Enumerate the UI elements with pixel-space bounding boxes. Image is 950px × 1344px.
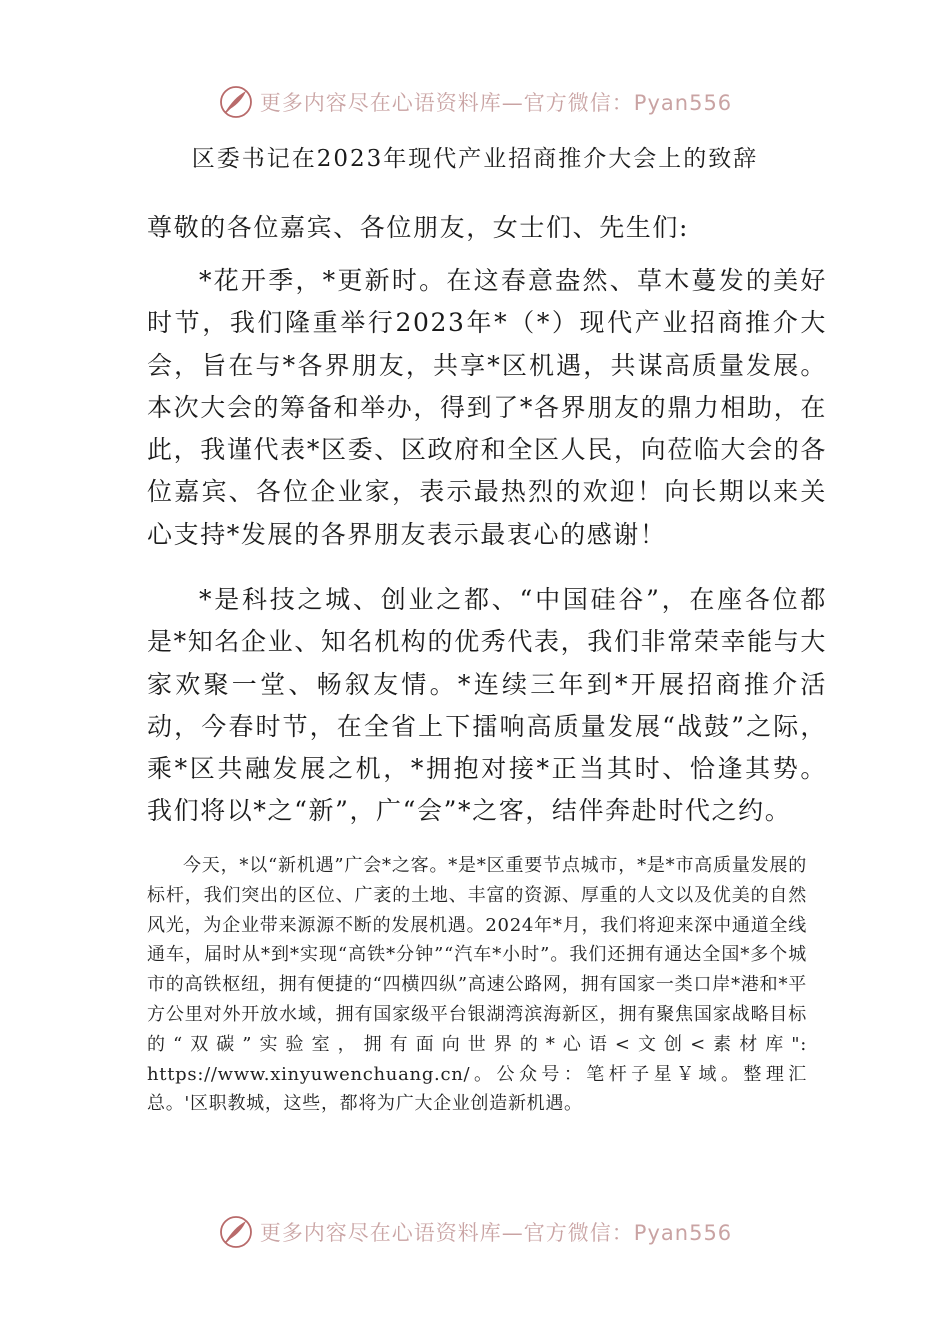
- watermark-text: 更多内容尽在心语资料库—官方微信：Pyan556: [259, 91, 733, 115]
- watermark-text: 更多内容尽在心语资料库—官方微信：Pyan556: [259, 1221, 733, 1245]
- watermark-banner-top: [0, 82, 950, 122]
- paragraph-2: *是科技之城、创业之都、“中国硅谷”，在座各位都是*知名企业、知名机构的优秀代表，我们非常荣幸能与大家欢聚一堂、畅叙友情。*连续三年到*开展招商推介活动，今春时节，在全省上下擂响高质量发展“战鼓”之际，乘*区共融发展之机，*拥抱对接*正当其时、恰逢其势。我们将以*之“新”，广“会”*之客，结伴奔赴时代之约。: [147, 585, 827, 826]
- paragraph-1: *花开季，*更新时。在这春意盎然、草木蔓发的美好时节，我们隆重举行2023年*（*）现代产业招商推介大会，旨在与*各界朋友，共享*区机遇，共谋高质量发展。本次大会的筹备和举办，得到了*各界朋友的鼎力相助，在此，我谨代表*区委、区政府和全区人民，向莅临大会的各位嘉宾、各位企业家，表示最热烈的欢迎！向长期以来关心支持*发展的各界朋友表示最衷心的感谢！: [147, 266, 827, 549]
- paragraph-3-small: 今天，*以“新机遇”广会*之客。*是*区重要节点城市，*是*市高质量发展的标杆，我们突出的区位、广袤的土地、丰富的资源、厚重的人文以及优美的自然风光，为企业带来源源不断的发展机遇。2024年*月，我们将迎来深中通道全线通车，届时从*到*实现“高铁*分钟”“汽车*小时”。我们还拥有通达全国*多个城市的高铁枢纽，拥有便捷的“四横四纵”高速公路网，拥有国家一类口岸*港和*平方公里对外开放水域，拥有国家级平台银湖湾滨海新区，拥有聚焦国家战略目标的“双碳”实验室，拥有面向世界的*心语<文创<素材库": https://www.xinyuwenchuang.cn/。公众号：笔杆子星￥域。整理汇总。'区职教城，这些，都将为广大企业创造新机遇。: [147, 855, 807, 1115]
- feather-quill-icon: [218, 84, 254, 120]
- document-title: 区委书记在2023年现代产业招商推介大会上的致辞: [191, 146, 759, 172]
- feather-quill-icon: [218, 1214, 254, 1250]
- greeting: 尊敬的各位嘉宾、各位朋友，女士们、先生们:: [147, 213, 690, 242]
- watermark-banner-bottom: [0, 1212, 950, 1252]
